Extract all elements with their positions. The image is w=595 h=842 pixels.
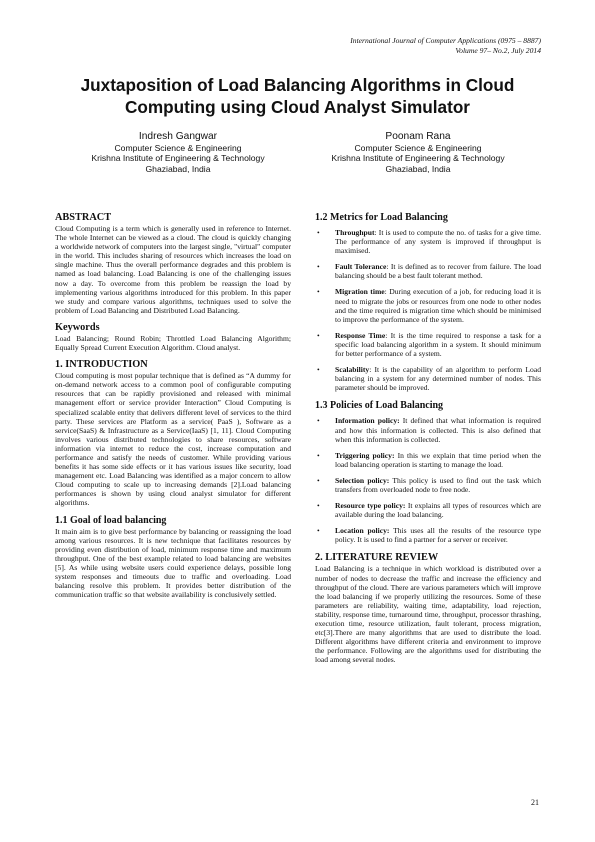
metric-term: Migration time: [335, 287, 385, 297]
introduction-text: Cloud computing is most popular technique that is defined as “A dummy for on-demand network access to a common pool of configurable computing resources that can be rapidly provisioned and released with minimal management effort or service provider Interaction” Cloud Computing is specialized scalable entity that delivers different level of services to the third party. These services are Platform as a service( PaaS ), Software as a service(SaaS) & Infrastructure as a Service(IaaS) [1, 11]. Cloud Computing involves various distributed technologies to share resources, software information via internet to reduce the cost, increase computation and performance and satisfy the needs of customer. While providing various benefits it has some side effects or it has various issues like security, load management etc. Load Balancing was identified as a major concern to allow Cloud computing to scale up to increasing demands [2].Load balancing performances is shown by using cloud analyst simulator for different algorithms.: [55, 371, 291, 508]
list-item: [315, 228, 541, 255]
page-number: 21: [531, 798, 539, 807]
literature-heading: 2. LITERATURE REVIEW: [315, 552, 439, 564]
term-separator: :: [385, 330, 391, 340]
metrics-list: [315, 228, 541, 392]
metric-term: Throughput: [335, 228, 375, 237]
author-institute: Krishna Institute of Engineering & Technology: [331, 153, 505, 164]
author-city: Ghaziabad, India: [145, 163, 211, 174]
journal-volume: Volume 97– No.2, July 2014: [455, 46, 541, 55]
policy-term: Resource type policy:: [335, 501, 406, 511]
list-item: [315, 331, 541, 358]
metric-term: Response Time: [335, 330, 386, 340]
policy-term: Information policy:: [335, 416, 400, 426]
metric-description: It is the capability of an algorithm to perform Load balancing in a system for any determined number of nodes. This parameter should be improved.: [335, 365, 541, 393]
bullet-icon: •: [317, 450, 320, 460]
bullet-icon: •: [317, 475, 320, 485]
author-department: Computer Science & Engineering: [354, 143, 482, 153]
list-item: [315, 262, 541, 280]
policy-term: Location policy:: [335, 526, 390, 536]
term-separator: :: [369, 365, 375, 375]
author-institute: Krishna Institute of Engineering & Technology: [91, 153, 265, 164]
list-item: [315, 365, 541, 392]
metric-description: During execution of a job, for reducing load it is need to migrate the jobs or resources from one node to other nodes and the time required is migration time which should be minimised to improve the performance of the system.: [335, 287, 541, 324]
bullet-icon: •: [317, 416, 320, 426]
policy-description: This policy is used to find out the task which transfers from overloaded node to free node.: [335, 475, 541, 494]
list-item: [315, 476, 541, 494]
policy-term: Triggering policy:: [335, 450, 395, 460]
bullet-icon: •: [317, 262, 320, 272]
term-separator: :: [386, 262, 391, 272]
journal-name: International Journal of Computer Applications (0975 – 8887): [350, 36, 541, 45]
author-name: Indresh Gangwar: [138, 131, 218, 142]
policy-description: It explains all types of resources which are available during the load balancing.: [335, 501, 541, 520]
policies-heading: 1.3 Policies of Load Balancing: [315, 400, 444, 412]
list-item: [315, 416, 541, 443]
list-item: [315, 501, 541, 519]
literature-text: Load Balancing is a technique in which workload is distributed over a number of nodes to decrease the traffic and increase the efficiency and throughput of the cloud. There are various parameters which will improve the load balancing if we properly utilizing the resources. Some of these parameters are reliability, waiting time, adaptability, load rejection, stability, response time, turnaround time, throughput, processor thrashing, execution time, resource utilization, fault tolerant, process migration, etc[3].There are many algorithms that are used to distribute the load. Different algorithms have different criteria and environment to improve the performance. Following are the algorithms used for distributing the load among several nodes.: [315, 564, 541, 665]
policy-description: It defined that what information is required and how this information is collected. This is also defined that when this information is collected.: [335, 416, 541, 444]
metrics-heading: 1.2 Metrics for Load Balancing: [315, 212, 448, 223]
metric-description: It is used to compute the no. of tasks for a give time. The performance of any system is improved if throughput is maximised.: [335, 228, 542, 256]
metric-term: Fault Tolerance: [335, 262, 387, 272]
policies-list: [315, 416, 541, 544]
author-city: Ghaziabad, India: [385, 163, 451, 174]
author-name: Poonam Rana: [385, 131, 451, 142]
title-line-1: Juxtaposition of Load Balancing Algorithms in Cloud: [80, 75, 515, 95]
author-department: Computer Science & Engineering: [114, 143, 242, 153]
introduction-heading: 1. INTRODUCTION: [55, 359, 148, 371]
journal-header: [350, 36, 541, 56]
bullet-icon: •: [317, 287, 320, 297]
goal-text: It main aim is to give best performance by balancing or reassigning the load among various resources. It is new technique that facilitates resources by providing even distribution of load, minimum response time and maximum throughput. One of the best example related to load balancing are websites [5]. As while using website users could experience delays, possible long system responses and timeouts due to traffic and overloading. Load balancing resolve this problem. It provides better distribution of the communication traffic so that website availability is conclusively settled.: [55, 526, 291, 600]
metric-description: It is defined as to recover from failure. The load balancing should be a best fault tolerant method.: [335, 262, 541, 281]
paper-title: [40, 74, 555, 118]
goal-heading: 1.1 Goal of load balancing: [55, 514, 167, 526]
list-item: [315, 451, 541, 469]
list-item: [315, 526, 541, 544]
bullet-icon: •: [317, 526, 320, 536]
right-column: [315, 211, 541, 664]
bullet-icon: •: [317, 365, 320, 375]
metric-description: It is the time required to response a task for a specific load balancing algorithm in a system. It should minimum for better performance of a system.: [335, 330, 542, 359]
abstract-text: Cloud Computing is a term which is generally used in reference to Internet. The whole Internet can be viewed as a cloud. The cloud is quickly changing a worldwide network of computers into the largest single, "virtual" computer in the world. This includes sharing of resources which increases the load on single machine. Thus the overall performance degrades and this problem is named as load balancing. Load Balancing is one of the challenging issues now a day. To overcome from this problem be reassign the load by implementing various algorithms introduced for this problem. In this paper we study and compare various algorithms, techniques used to solve the problem of Load Balancing and Distributed Load Balancing.: [55, 224, 291, 315]
left-column: [55, 211, 291, 599]
title-line-2: Computing using Cloud Analyst Simulator: [124, 97, 471, 117]
keywords-text: Load Balancing; Round Robin; Throttled Load Balancing Algorithm; Equally Spread Current Execution Algorithm. Cloud analyst.: [55, 333, 291, 353]
author-block-2: [298, 130, 538, 174]
bullet-icon: •: [317, 228, 320, 237]
metric-term: Scalability: [335, 365, 370, 375]
policy-description: This uses all the results of the resource type policy. It is used to find a partner for a server or receiver.: [335, 526, 542, 545]
abstract-heading: ABSTRACT: [55, 212, 112, 223]
term-separator: :: [374, 228, 379, 237]
list-item: [315, 287, 541, 323]
bullet-icon: •: [317, 330, 320, 340]
bullet-icon: •: [317, 501, 320, 511]
policy-description: In this we explain that time period when the load balancing operation is starting to manage the load.: [335, 450, 541, 469]
author-block-1: [58, 130, 298, 174]
policy-term: Selection policy:: [335, 475, 390, 485]
keywords-heading: Keywords: [55, 321, 100, 333]
term-separator: :: [384, 287, 390, 297]
